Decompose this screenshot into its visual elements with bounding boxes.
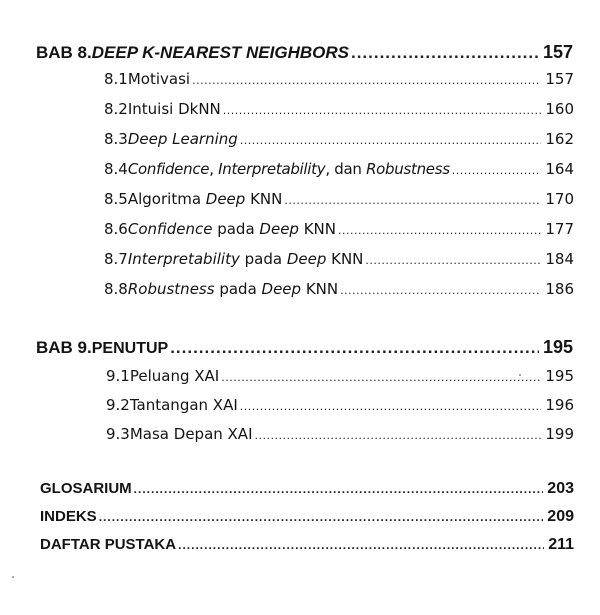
section-page-number: 199 [545,425,574,443]
toc-section-8-4 [104,160,574,188]
back-matter-title: INDEKS [40,508,97,525]
dot-leader [365,254,541,267]
section-title: Masa Depan XAI [129,425,253,443]
dot-leader [178,538,544,552]
toc-chapter-8 [36,42,573,70]
toc-glosarium [40,480,574,508]
section-page-number: 164 [545,160,574,178]
back-matter-title: DAFTAR PUSTAKA [40,536,177,553]
section-page-number: 186 [545,280,574,298]
section-page-number: 162 [545,130,574,148]
section-number: 8.7 [104,250,128,268]
toc-section-8-3 [104,130,574,158]
back-matter-page-number: 211 [548,536,574,553]
section-page-number: 170 [545,190,574,208]
toc-section-8-5 [104,190,574,218]
section-number: 8.3 [104,130,128,148]
chapter-number: BAB 8. [36,43,92,62]
back-matter-page-number: 203 [547,480,574,497]
dot-leader [192,74,541,87]
toc-daftar-pustaka [40,536,574,564]
toc-indeks [40,508,574,536]
dot-leader [223,104,542,117]
toc-section-8-7 [104,250,574,278]
section-title: Motivasi [127,70,191,88]
section-number: 8.4 [104,160,128,178]
chapter-number: BAB 9. [36,338,92,357]
section-number: 8.1 [104,70,128,88]
section-number: 8.6 [104,220,128,238]
section-title: Confidence pada Deep KNN [127,220,336,238]
section-title: Peluang XAI [129,367,220,385]
dot-leader [134,482,544,496]
section-number: 9.2 [106,396,130,414]
section-page-number: 195 [545,367,574,385]
toc-section-8-6 [104,220,574,248]
toc-chapter-9 [36,337,573,365]
toc-section-8-1 [104,70,574,98]
dot-leader [221,371,541,384]
chapter-page-number: 195 [542,337,573,357]
chapter-page-number: 157 [542,42,573,62]
toc-section-9-1 [106,367,574,395]
section-number: 9.3 [106,425,130,443]
section-page-number: 184 [545,250,574,268]
section-page-number: 157 [545,70,574,88]
section-number: 9.1 [106,367,130,385]
scan-speck [519,374,521,376]
section-title: Interpretability pada Deep KNN [127,250,364,268]
dot-leader [351,43,539,63]
section-page-number: 177 [545,220,574,238]
section-title: Confidence, Interpretability, dan Robustness [127,160,450,178]
section-title: Intuisi DkNN [127,100,221,118]
section-title: Robustness pada Deep KNN [127,280,339,298]
dot-leader [240,400,542,413]
dot-leader [170,338,539,358]
dot-leader [255,429,542,442]
section-number: 8.2 [104,100,128,118]
dot-leader [340,284,541,297]
scan-speck [12,576,14,578]
back-matter-title: GLOSARIUM [40,480,132,497]
chapter-title: DEEP K-NEAREST NEIGHBORS [91,43,349,62]
toc-section-8-2 [104,100,574,128]
dot-leader [284,194,541,207]
section-title: Tantangan XAI [129,396,238,414]
section-number: 8.5 [104,190,128,208]
toc-section-8-8 [104,280,574,308]
section-number: 8.8 [104,280,128,298]
dot-leader [99,510,544,524]
chapter-title: PENUTUP [91,340,169,357]
toc-section-9-3 [106,425,574,453]
section-title: Algoritma Deep KNN [127,190,283,208]
section-page-number: 160 [545,100,574,118]
section-title: Deep Learning [127,130,238,148]
toc-section-9-2 [106,396,574,424]
dot-leader [240,134,542,147]
dot-leader [452,164,542,177]
section-page-number: 196 [545,396,574,414]
back-matter-page-number: 209 [547,508,574,525]
dot-leader [338,224,541,237]
